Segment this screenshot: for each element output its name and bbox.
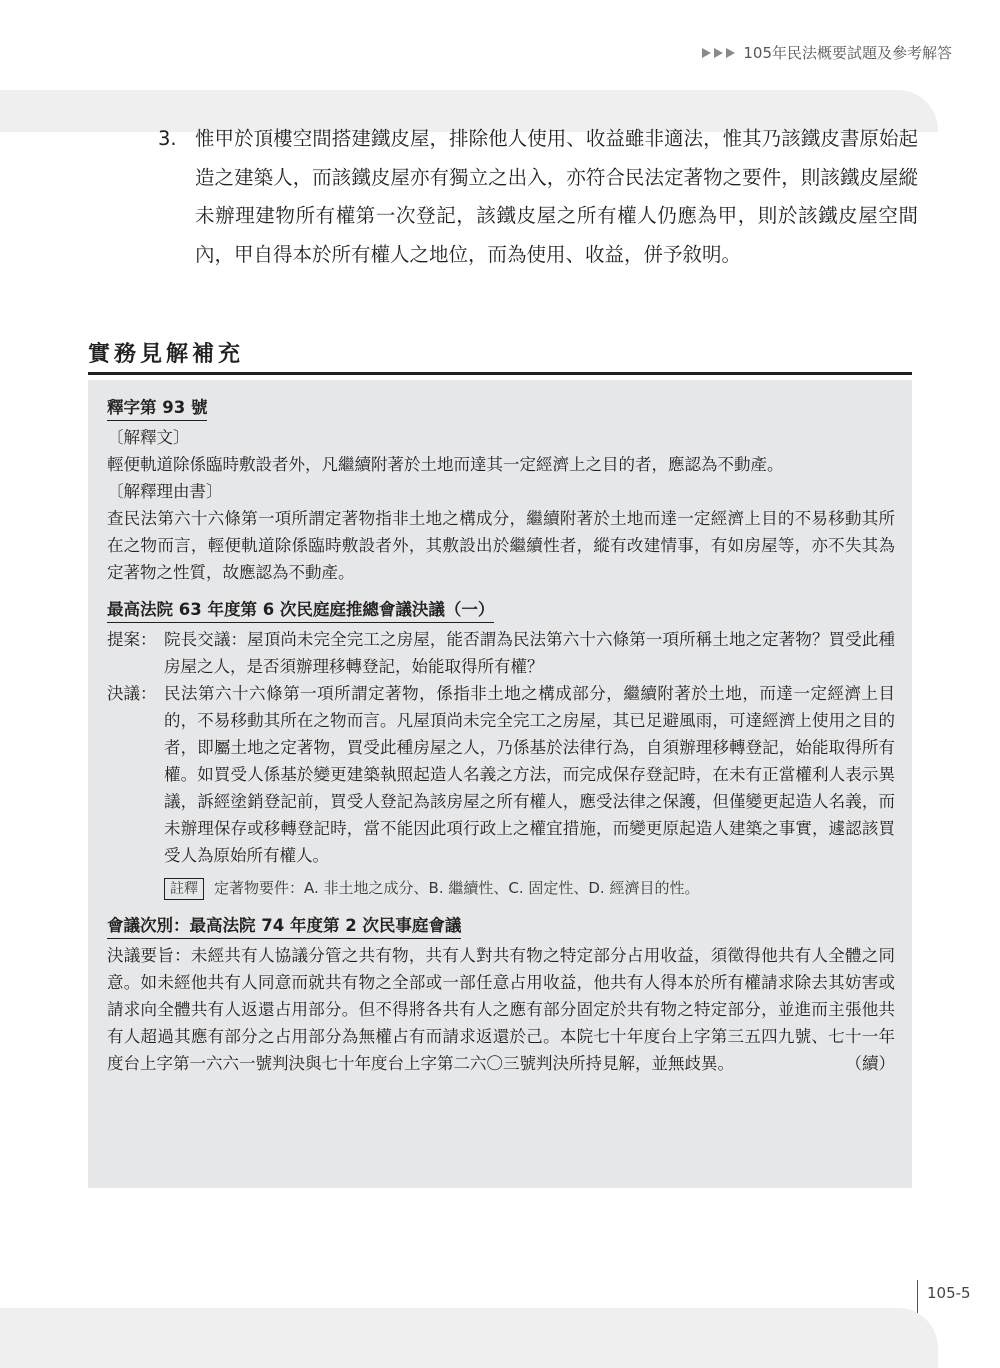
case-interpretation-93 xyxy=(107,394,895,586)
point-number: 3. xyxy=(158,127,177,150)
proposal xyxy=(107,626,895,680)
continued-marker: （續） xyxy=(845,1054,895,1073)
case-supreme-court-63 xyxy=(107,596,895,902)
resolution-summary: 決議要旨：未經共有人協議分管之共有物，共有人對共有物之特定部分占用收益，須徵得他共有人全體之同意。如未經他共有人同意而就共有物之全部或一部任意占用收益，他共有人得本於所有權請求除去其妨害或請求向全體共有人返還占用部分。但不得將各共有人之應有部分固定於共有物之特定部分，並進而主張他共有人超過其應有部分之占用部分為無權占有而請求返還於己。本院七十年度台上字第三五四九號、七十一年度台上字第一六六一號判決與七十年度台上字第二六〇三號判決所持見解，並無歧異。 xyxy=(107,946,895,1073)
point-text: 惟甲於頂樓空間搭建鐵皮屋，排除他人使用、收益雖非適法，惟其乃該鐵皮書原始起造之建築人，而該鐵皮屋亦有獨立之出入，亦符合民法定著物之要件，則該鐵皮屋縱未辦理建物所有權第一次登記，該鐵皮屋之所有權人仍應為甲，則於該鐵皮屋空間內，甲自得本於所有權人之地位，而為使用、收益，併予敘明。 xyxy=(195,127,918,266)
case-title: 會議次別：最高法院 74 年度第 2 次民事庭會議 xyxy=(107,914,461,939)
annotation-tag: 註釋 xyxy=(164,878,204,900)
case-subheading: 〔解釋理由書〕 xyxy=(107,482,223,501)
case-title: 最高法院 63 年度第 6 次民庭庭推總會議決議（一） xyxy=(107,598,494,623)
triple-arrow-icon xyxy=(702,48,735,58)
case-text xyxy=(107,942,895,1077)
running-header xyxy=(702,42,952,63)
page-number: 105-5 xyxy=(917,1280,971,1353)
annotation-text: 定著物要件：A. 非土地之成分、B. 繼續性、C. 固定性、D. 經濟目的性。 xyxy=(214,879,700,897)
resolution-label: 決議： xyxy=(107,684,157,703)
annotation xyxy=(107,875,895,902)
running-header-title: 105年民法概要試題及參考解答 xyxy=(743,44,952,62)
resolution xyxy=(107,680,895,869)
case-title: 釋字第 93 號 xyxy=(107,396,207,421)
section-title: 實務見解補充 xyxy=(88,340,912,375)
proposal-label: 提案： xyxy=(107,630,157,649)
case-text: 查民法第六十六條第一項所謂定著物指非土地之構成分，繼續附著於土地而達一定經濟上目的不易移動其所在之物而言，輕便軌道除係臨時敷設者外，其敷設出於繼續性者，縱有改建情事，有如房屋等，亦不失其為定著物之性質，故應認為不動產。 xyxy=(107,509,895,582)
answer-point-3 xyxy=(158,120,918,274)
resolution-text: 民法第六十六條第一項所謂定著物，係指非土地之構成部分，繼續附著於土地，而達一定經濟上目的，不易移動其所在之物而言。凡屋頂尚未完全完工之房屋，其已足避風雨，可達經濟上使用之目的者，即屬土地之定著物，買受此種房屋之人，乃係基於法律行為，自須辦理移轉登記，始能取得所有權。如買受人係基於變更建築執照起造人名義之方法，而完成保存登記時，在未有正當權利人表示異議，訴經塗銷登記前，買受人登記為該房屋之所有權人，應受法律之保護，但僅變更起造人名義，而未辦理保存或移轉登記時，當不能因此項行政上之權宜措施，而變更原起造人建築之事實，遽認該買受人為原始所有權人。 xyxy=(164,684,895,865)
case-supreme-court-74 xyxy=(107,912,895,1077)
case-supplement-box xyxy=(88,380,912,1188)
case-subheading: 〔解釋文〕 xyxy=(107,428,190,447)
bottom-decorative-band xyxy=(0,1308,938,1368)
proposal-text: 院長交議：屋頂尚未完全完工之房屋，能否謂為民法第六十六條第一項所稱土地之定著物？買受此種房屋之人，是否須辦理移轉登記，始能取得所有權？ xyxy=(164,630,895,676)
case-text: 輕便軌道除係臨時敷設者外，凡繼續附著於土地而達其一定經濟上之目的者，應認為不動產。 xyxy=(107,455,784,474)
